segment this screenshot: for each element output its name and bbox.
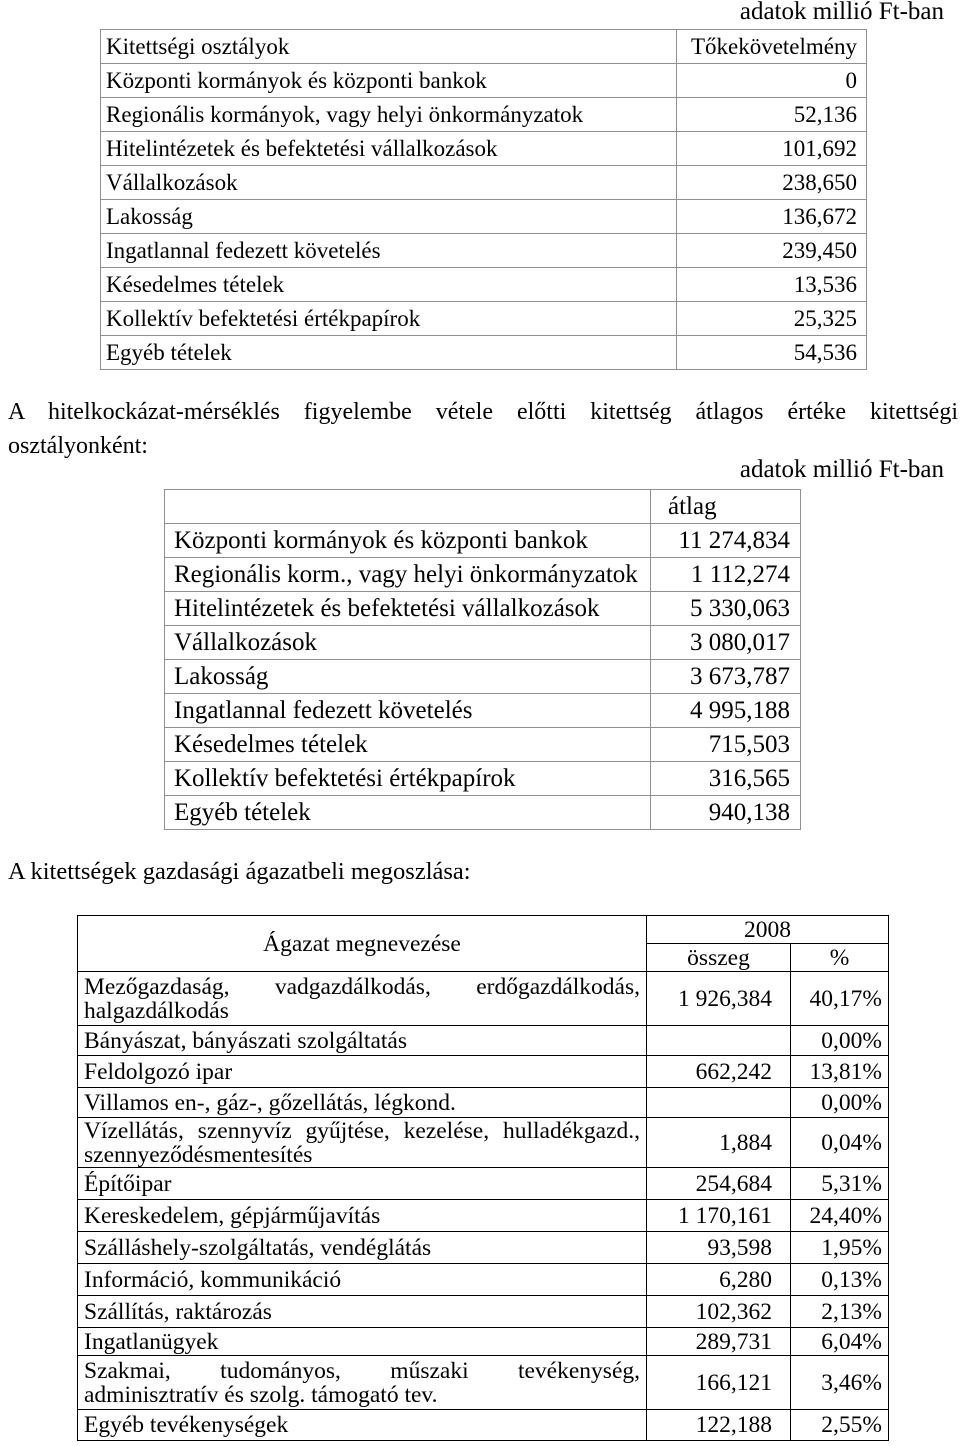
sector-name-cell: Egyéb tevékenységek: [78, 1410, 646, 1440]
percent-cell: 2,13%: [791, 1296, 888, 1327]
amount-cell: 1 170,161: [647, 1200, 790, 1231]
amount-cell: 166,121: [647, 1356, 790, 1409]
percent-cell: 40,17%: [791, 972, 888, 1025]
sector-distribution-table: [77, 915, 889, 1441]
exposure-class-cell: Ingatlannal fedezett követelés: [165, 694, 650, 727]
column-header-sector: Ágazat megnevezése: [78, 916, 646, 971]
amount-cell: [647, 1026, 790, 1055]
exposure-class-cell: Késedelmes tételek: [165, 728, 650, 761]
sector-name-cell: Információ, kommunikáció: [78, 1264, 646, 1295]
average-value-cell: 715,503: [651, 728, 800, 761]
unit-note: adatok millió Ft-ban: [739, 0, 944, 25]
average-value-cell: 940,138: [651, 796, 800, 829]
exposure-class-cell: Hitelintézetek és befektetési vállalkozások: [101, 132, 676, 165]
amount-cell: 289,731: [647, 1328, 790, 1355]
average-value-cell: 11 274,834: [651, 524, 800, 557]
column-header-year: 2008: [647, 916, 888, 943]
sector-name-cell: Feldolgozó ipar: [78, 1056, 646, 1087]
capital-requirement-table: [100, 29, 867, 370]
capital-requirement-cell: 13,536: [677, 268, 866, 301]
exposure-class-cell: Ingatlannal fedezett követelés: [101, 234, 676, 267]
amount-cell: [647, 1088, 790, 1117]
amount-cell: 6,280: [647, 1264, 790, 1295]
exposure-class-cell: Regionális korm., vagy helyi önkormányzatok: [165, 558, 650, 591]
sector-name-cell: Szakmai, tudományos, műszaki tevékenység, adminisztratív és szolg. támogató tev.: [78, 1356, 646, 1409]
exposure-class-cell: Egyéb tételek: [165, 796, 650, 829]
sector-name-cell: Bányászat, bányászati szolgáltatás: [78, 1026, 646, 1055]
exposure-class-cell: Hitelintézetek és befektetési vállalkozások: [165, 592, 650, 625]
amount-cell: 102,362: [647, 1296, 790, 1327]
column-header-exposure-class: Kitettségi osztályok: [101, 30, 676, 63]
average-value-cell: 1 112,274: [651, 558, 800, 591]
exposure-class-cell: Lakosság: [101, 200, 676, 233]
column-header-percent: %: [791, 944, 888, 971]
amount-cell: 1,884: [647, 1118, 790, 1167]
amount-cell: 122,188: [647, 1410, 790, 1440]
percent-cell: 0,13%: [791, 1264, 888, 1295]
exposure-class-cell: Lakosság: [165, 660, 650, 693]
percent-cell: 24,40%: [791, 1200, 888, 1231]
exposure-class-cell: Vállalkozások: [101, 166, 676, 199]
percent-cell: 3,46%: [791, 1356, 888, 1409]
percent-cell: 5,31%: [791, 1168, 888, 1199]
percent-cell: 2,55%: [791, 1410, 888, 1440]
amount-cell: 1 926,384: [647, 972, 790, 1025]
exposure-class-cell: Központi kormányok és központi bankok: [165, 524, 650, 557]
column-header-exposure-class: [165, 490, 650, 523]
capital-requirement-cell: 239,450: [677, 234, 866, 267]
percent-cell: 0,00%: [791, 1088, 888, 1117]
percent-cell: 0,04%: [791, 1118, 888, 1167]
sector-name-cell: Ingatlanügyek: [78, 1328, 646, 1355]
amount-cell: 254,684: [647, 1168, 790, 1199]
unit-note: adatok millió Ft-ban: [739, 456, 944, 483]
capital-requirement-cell: 136,672: [677, 200, 866, 233]
exposure-class-cell: Egyéb tételek: [101, 336, 676, 369]
column-header-amount: összeg: [647, 944, 790, 971]
percent-cell: 0,00%: [791, 1026, 888, 1055]
capital-requirement-cell: 101,692: [677, 132, 866, 165]
exposure-class-cell: Kollektív befektetési értékpapírok: [165, 762, 650, 795]
average-exposure-intro: A hitelkockázat-mérséklés figyelembe vétele előtti kitettség átlagos értéke kitettségi osztályonként:: [8, 399, 958, 459]
sector-name-cell: Szálláshely-szolgáltatás, vendéglátás: [78, 1232, 646, 1263]
exposure-class-cell: Központi kormányok és központi bankok: [101, 64, 676, 97]
exposure-class-cell: Vállalkozások: [165, 626, 650, 659]
average-exposure-table: [164, 489, 801, 830]
capital-requirement-cell: 238,650: [677, 166, 866, 199]
exposure-class-cell: Regionális kormányok, vagy helyi önkormányzatok: [101, 98, 676, 131]
percent-cell: 6,04%: [791, 1328, 888, 1355]
exposure-class-cell: Kollektív befektetési értékpapírok: [101, 302, 676, 335]
amount-cell: 93,598: [647, 1232, 790, 1263]
capital-requirement-cell: 54,536: [677, 336, 866, 369]
capital-requirement-cell: 52,136: [677, 98, 866, 131]
sector-name-cell: Építőipar: [78, 1168, 646, 1199]
sector-name-cell: Kereskedelem, gépjárműjavítás: [78, 1200, 646, 1231]
sector-name-cell: Mezőgazdaság, vadgazdálkodás, erdőgazdálkodás, halgazdálkodás: [78, 972, 646, 1025]
sector-distribution-intro: A kitettségek gazdasági ágazatbeli megoszlása:: [8, 858, 471, 885]
exposure-class-cell: Késedelmes tételek: [101, 268, 676, 301]
average-value-cell: 4 995,188: [651, 694, 800, 727]
percent-cell: 1,95%: [791, 1232, 888, 1263]
average-value-cell: 5 330,063: [651, 592, 800, 625]
capital-requirement-cell: 25,325: [677, 302, 866, 335]
column-header-average: átlag: [651, 490, 800, 523]
column-header-capital-requirement: Tőkekövetelmény: [677, 30, 866, 63]
percent-cell: 13,81%: [791, 1056, 888, 1087]
sector-name-cell: Vízellátás, szennyvíz gyűjtése, kezelése, hulladékgazd., szennyeződésmentesítés: [78, 1118, 646, 1167]
average-value-cell: 3 080,017: [651, 626, 800, 659]
average-value-cell: 316,565: [651, 762, 800, 795]
sector-name-cell: Villamos en-, gáz-, gőzellátás, légkond.: [78, 1088, 646, 1117]
sector-name-cell: Szállítás, raktározás: [78, 1296, 646, 1327]
amount-cell: 662,242: [647, 1056, 790, 1087]
average-value-cell: 3 673,787: [651, 660, 800, 693]
capital-requirement-cell: 0: [677, 64, 866, 97]
